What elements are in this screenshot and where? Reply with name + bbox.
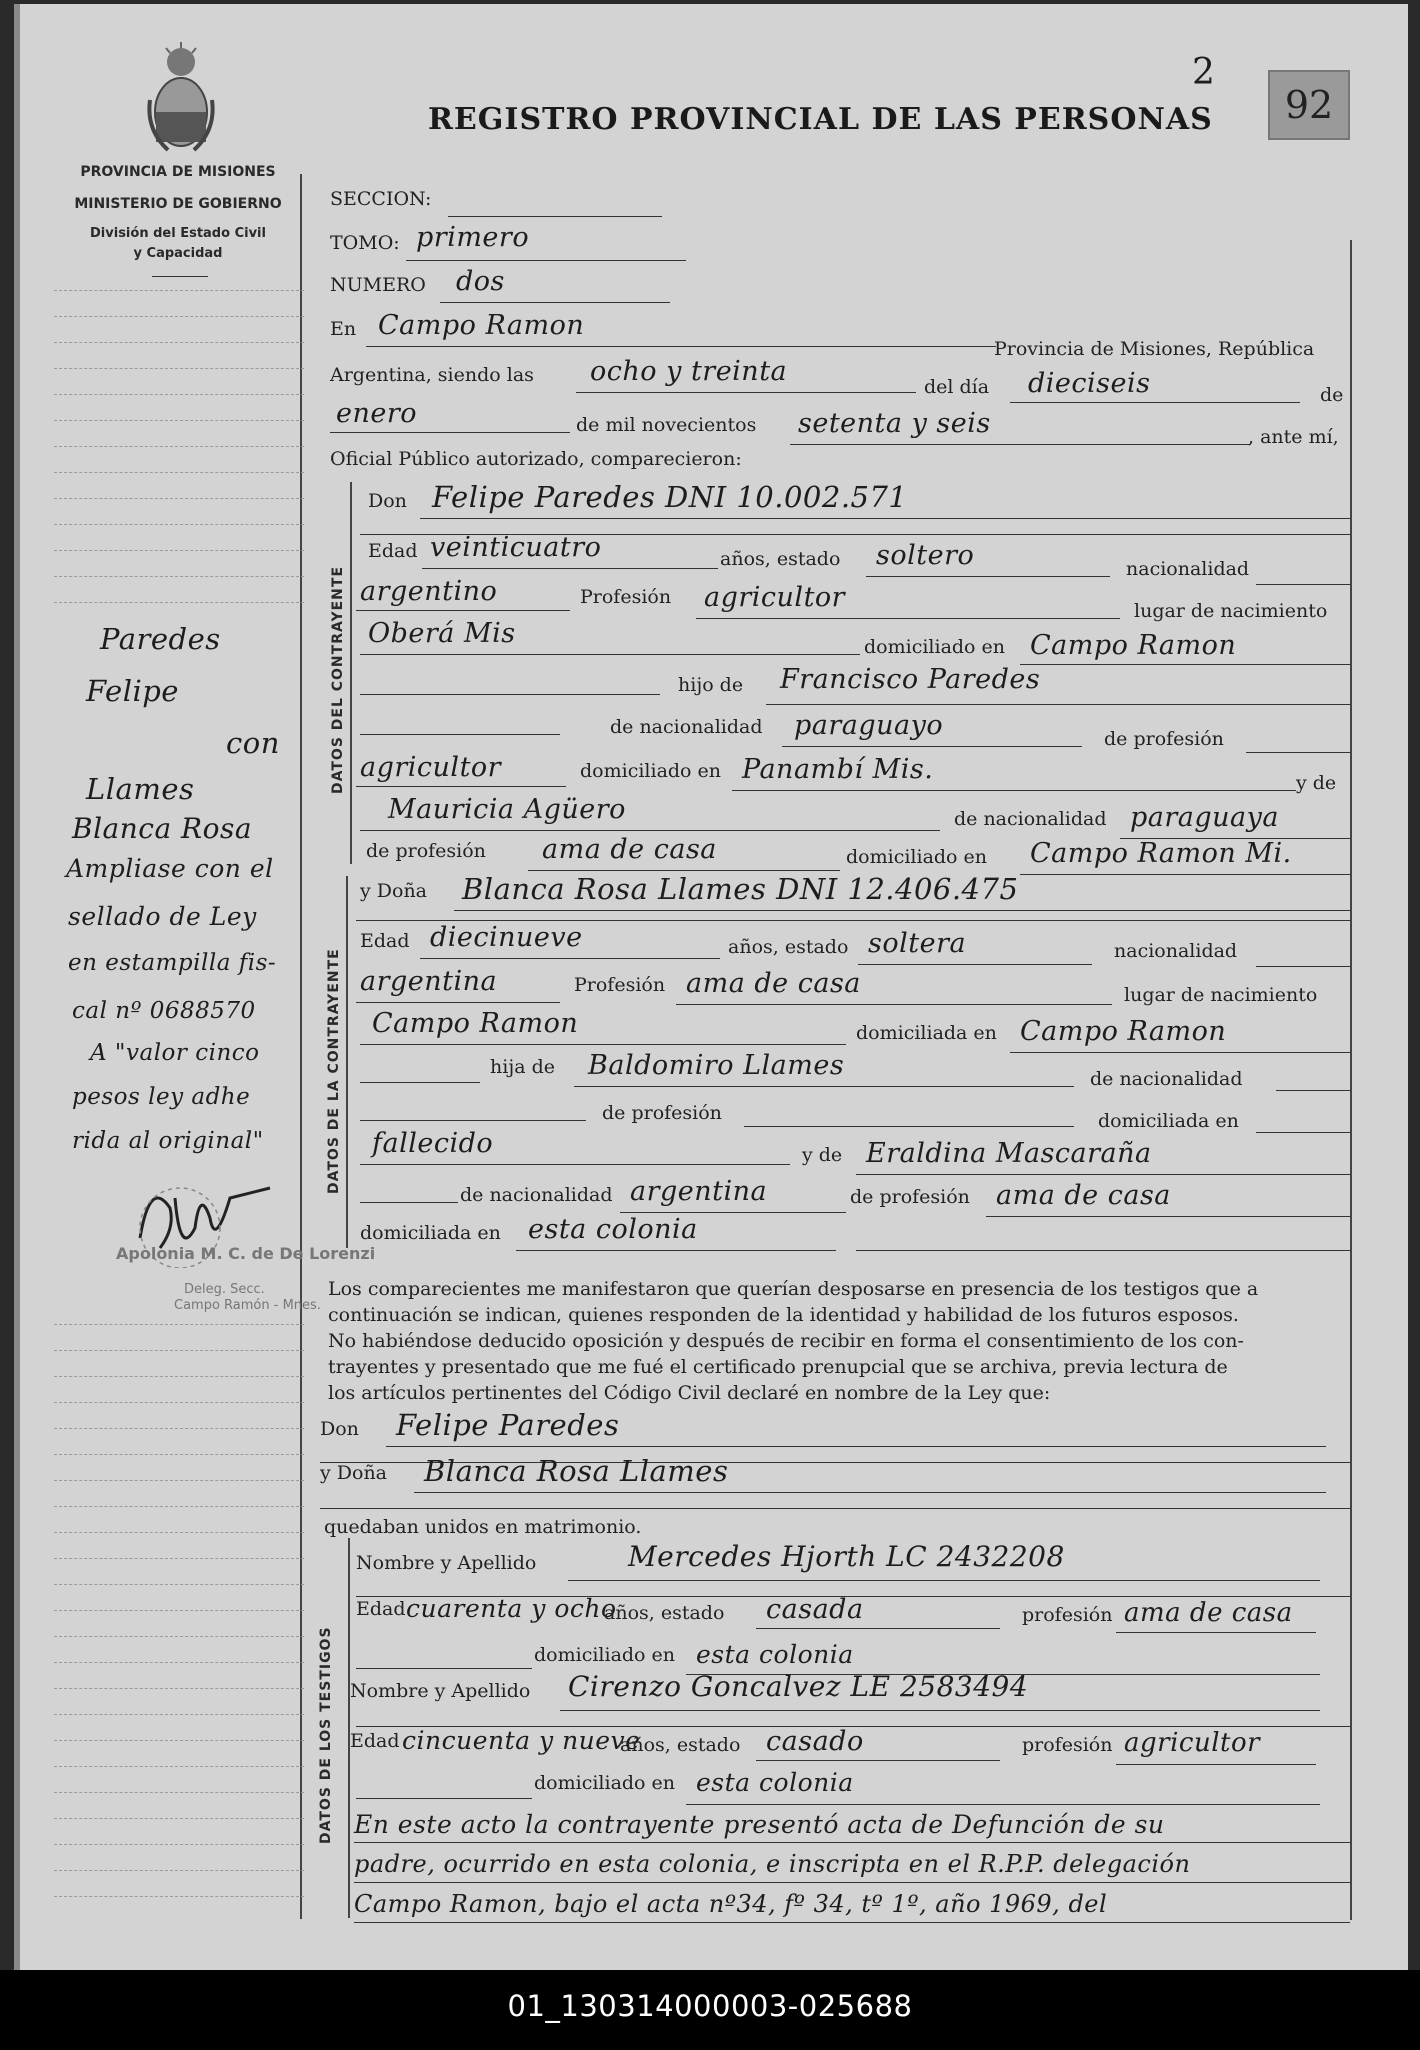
- witness1-estado: casada: [766, 1594, 864, 1625]
- bride-estado: soltera: [868, 928, 967, 959]
- oficial-text: Oficial Público autorizado, comparecieron:: [330, 448, 742, 470]
- witness2-name: Cirenzo Goncalvez LE 2583494: [568, 1670, 1029, 1703]
- province-heading: PROVINCIA DE MISIONES: [80, 164, 276, 180]
- bride-father: Baldomiro Llames: [588, 1050, 845, 1081]
- profesion-label: Profesión: [580, 586, 672, 608]
- testigos-side-label: DATOS DE LOS TESTIGOS: [318, 1626, 334, 1844]
- witness2-domicilio: esta colonia: [696, 1768, 854, 1797]
- dona-label: y Doña: [360, 880, 428, 902]
- witness1-profesion: ama de casa: [1124, 1598, 1293, 1628]
- de-nacionalidad-label: de nacionalidad: [460, 1184, 613, 1206]
- margin-note-line: A "valor cinco: [90, 1040, 260, 1066]
- provincia-text: Provincia de Misiones, República: [994, 338, 1315, 360]
- edad-label: Edad: [350, 1730, 400, 1752]
- domiciliado-label: domiciliado en: [534, 1772, 676, 1794]
- bride-name: Blanca Rosa Llames DNI 12.406.475: [462, 872, 1019, 906]
- margin-note-line: Blanca Rosa: [72, 812, 253, 845]
- lugar-nac-label: lugar de nacimiento: [1134, 600, 1328, 622]
- declaration-line: No habiéndose deducido oposición y después de recibir en forma el consentimiento de los con-: [328, 1330, 1244, 1352]
- nombre-label: Nombre y Apellido: [350, 1680, 531, 1702]
- declaration-line: trayentes y presentado que me fué el certificado prenupcial que se archiva, previa lectura de: [328, 1356, 1228, 1378]
- groom-name: Felipe Paredes DNI 10.002.571: [432, 480, 908, 514]
- de-mil-label: de mil novecientos: [576, 414, 757, 436]
- tomo-value: primero: [416, 222, 530, 253]
- don-label: Don: [320, 1418, 359, 1440]
- hija-de-label: hija de: [490, 1056, 555, 1078]
- en-label: En: [330, 318, 357, 340]
- note-line: padre, ocurrido en esta colonia, e inscripta en el R.P.P. delegación: [354, 1850, 1191, 1878]
- margin-note-line: rida al original": [72, 1128, 264, 1154]
- bride-edad: diecinueve: [430, 922, 583, 953]
- margin-note-line: Felipe: [86, 674, 179, 708]
- de-profesion-label: de profesión: [850, 1186, 970, 1208]
- groom-father: Francisco Paredes: [780, 664, 1041, 695]
- nacionalidad-label: nacionalidad: [1126, 558, 1250, 580]
- division-line1: División del Estado Civil: [90, 226, 266, 241]
- groom-domicilio: Campo Ramon: [1030, 630, 1237, 661]
- margin-note-line: pesos ley adhe: [72, 1084, 251, 1110]
- stamp-line: Deleg. Secc.: [184, 1282, 265, 1297]
- de-profesion-label: de profesión: [366, 840, 486, 862]
- anios-estado-label: años, estado: [720, 548, 841, 570]
- y-de-label: y de: [802, 1144, 843, 1166]
- ante-mi-label: , ante mí,: [1248, 426, 1339, 448]
- witness1-edad: cuarenta y ocho: [406, 1594, 617, 1623]
- groom-estado: soltero: [876, 540, 975, 571]
- witness1-name: Mercedes Hjorth LC 2432208: [628, 1540, 1065, 1573]
- margin-note-line: sellado de Ley: [68, 902, 257, 931]
- tomo-label: TOMO:: [330, 232, 400, 254]
- profesion-label: profesión: [1022, 1734, 1113, 1756]
- groom-mother-nacionalidad: paraguaya: [1130, 802, 1280, 833]
- note-line: En este acto la contrayente presentó acta de Defunción de su: [354, 1810, 1165, 1839]
- y-de-label: y de: [1296, 772, 1337, 794]
- margin-note-line: Ampliase con el: [66, 854, 274, 883]
- division-line2: y Capacidad: [133, 246, 223, 261]
- anios-estado-label: años, estado: [620, 1734, 741, 1756]
- de-label: de: [1320, 384, 1344, 406]
- domiciliado-label: domiciliado en: [580, 760, 722, 782]
- margin-note-line: en estampilla fis-: [68, 950, 277, 976]
- coat-of-arms-icon: [146, 40, 216, 156]
- groom-lugar-nac: Oberá Mis: [368, 618, 516, 649]
- domiciliada-label: domiciliada en: [856, 1022, 997, 1044]
- anio-value: setenta y seis: [798, 408, 991, 439]
- dona-label: y Doña: [320, 1462, 388, 1484]
- image-id-caption: 01_130314000003-025688: [0, 1970, 1420, 2050]
- edad-label: Edad: [368, 540, 418, 562]
- de-nacionalidad-label: de nacionalidad: [610, 716, 763, 738]
- domiciliada-en-label: domiciliada en: [1098, 1110, 1239, 1132]
- groom-mother-domicilio: Campo Ramon Mi.: [1030, 838, 1292, 869]
- declaration-line: continuación se indican, quienes responden de la identidad y habilidad de los futuros esposos.: [328, 1304, 1239, 1326]
- witness1-domicilio: esta colonia: [696, 1640, 854, 1669]
- nacionalidad-label: nacionalidad: [1114, 940, 1238, 962]
- right-border: [1350, 240, 1352, 1920]
- document-page: [14, 4, 1408, 1970]
- bride-nacionalidad: argentina: [360, 966, 498, 997]
- note-line: Campo Ramon, bajo el acta nº34, fº 34, tº 1º, año 1969, del: [354, 1890, 1108, 1918]
- margin-divider: [300, 174, 302, 1919]
- groom-nacionalidad: argentino: [360, 576, 498, 607]
- page-number: 2: [1192, 52, 1216, 93]
- bride-mother-nacionalidad: argentina: [630, 1176, 768, 1207]
- bride-mother: Eraldina Mascaraña: [866, 1138, 1152, 1169]
- page-title: REGISTRO PROVINCIAL DE LAS PERSONAS: [428, 102, 1213, 137]
- hijo-de-label: hijo de: [678, 674, 744, 696]
- declared-bride: Blanca Rosa Llames: [424, 1454, 729, 1488]
- closing-text: quedaban unidos en matrimonio.: [324, 1516, 642, 1538]
- en-value: Campo Ramon: [378, 310, 585, 341]
- seccion-label: SECCION:: [330, 188, 432, 210]
- contrayente-side-label: DATOS DEL CONTRAYENTE: [330, 565, 346, 794]
- edad-label: Edad: [360, 930, 410, 952]
- groom-mother: Mauricia Agüero: [388, 794, 626, 825]
- numero-value: dos: [456, 266, 505, 297]
- contrayenta-side-label: DATOS DE LA CONTRAYENTE: [326, 948, 342, 1194]
- ministry-heading: MINISTERIO DE GOBIERNO: [74, 196, 282, 212]
- stamp-line: Apolonia M. C. de De Lorenzi: [116, 1244, 376, 1263]
- hora-value: ocho y treinta: [590, 356, 788, 387]
- mes-value: enero: [336, 398, 418, 429]
- witness2-profesion: agricultor: [1124, 1728, 1261, 1758]
- edad-label: Edad: [356, 1598, 406, 1620]
- groom-father-profesion: agricultor: [360, 752, 502, 783]
- groom-father-nacionalidad: paraguayo: [794, 710, 944, 741]
- margin-note-line: Paredes: [100, 622, 221, 656]
- groom-edad: veinticuatro: [430, 532, 602, 563]
- domiciliado-label: domiciliado en: [846, 846, 988, 868]
- declared-groom: Felipe Paredes: [396, 1408, 620, 1442]
- groom-mother-profesion: ama de casa: [542, 834, 717, 865]
- dia-value: dieciseis: [1028, 368, 1151, 399]
- declaration-line: Los comparecientes me manifestaron que querían desposarse en presencia de los testigos que a: [328, 1278, 1259, 1300]
- bride-lugar-nac: Campo Ramon: [372, 1008, 579, 1039]
- declaration-line: los artículos pertinentes del Código Civil declaré en nombre de la Ley que:: [328, 1382, 1051, 1404]
- bride-profesion: ama de casa: [686, 968, 861, 999]
- groom-father-domicilio: Panambí Mis.: [742, 754, 934, 785]
- de-nacionalidad-label: de nacionalidad: [954, 808, 1107, 830]
- bride-mother-profesion: ama de casa: [996, 1180, 1171, 1211]
- argentina-text: Argentina, siendo las: [330, 364, 534, 386]
- don-label: Don: [368, 490, 407, 512]
- witness2-estado: casado: [766, 1726, 864, 1757]
- de-nacionalidad-label: de nacionalidad: [1090, 1068, 1243, 1090]
- de-profesion-label: de profesión: [602, 1102, 722, 1124]
- del-dia-label: del día: [924, 376, 990, 398]
- bride-mother-domicilio: esta colonia: [528, 1214, 698, 1245]
- margin-note-line: con: [226, 726, 280, 760]
- anios-estado-label: años, estado: [728, 936, 849, 958]
- margin-note-line: Llames: [86, 772, 195, 806]
- numero-label: NUMERO: [330, 274, 426, 296]
- madre-domicilio-label: domiciliada en: [360, 1222, 501, 1244]
- folio-number: 92: [1268, 70, 1350, 140]
- de-profesion-label: de profesión: [1104, 728, 1224, 750]
- domiciliado-label: domiciliado en: [534, 1644, 676, 1666]
- nombre-label: Nombre y Apellido: [356, 1552, 537, 1574]
- lugar-nac-label: lugar de nacimiento: [1124, 984, 1318, 1006]
- anios-estado-label: años, estado: [604, 1602, 725, 1624]
- bride-domicilio: Campo Ramon: [1020, 1016, 1227, 1047]
- witness2-edad: cincuenta y nueve: [402, 1726, 641, 1755]
- profesion-label: profesión: [1022, 1604, 1113, 1626]
- bride-father-estado: fallecido: [372, 1128, 494, 1159]
- groom-profesion: agricultor: [704, 582, 846, 613]
- profesion-label: Profesión: [574, 974, 666, 996]
- stamp-line: Campo Ramón - Mnes.: [174, 1298, 321, 1313]
- margin-note-line: cal nº 0688570: [72, 998, 256, 1024]
- domiciliado-label: domiciliado en: [864, 636, 1006, 658]
